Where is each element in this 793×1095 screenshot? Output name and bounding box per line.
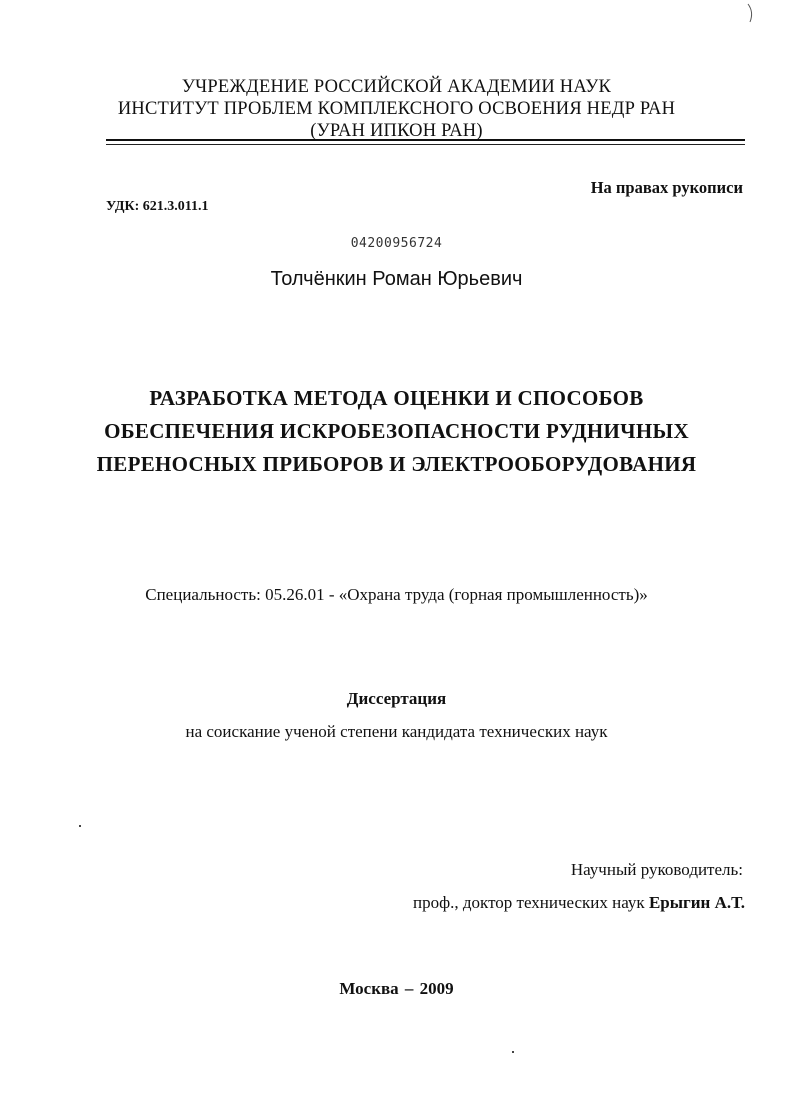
author-name: Толчёнкин Роман Юрьевич — [270, 268, 523, 290]
udk-code: УДК: 621.3.011.1 — [106, 199, 209, 214]
year: 2009 — [419, 979, 454, 998]
title-line-3: ПЕРЕНОСНЫХ ПРИБОРОВ И ЭЛЕКТРООБОРУДОВАНИЯ — [96, 452, 697, 476]
specialty: Специальность: 05.26.01 - «Охрана труда (горная промышленность)» — [145, 585, 648, 604]
supervisor-name: Ерыгин А.Т. — [648, 893, 745, 912]
scan-dust-speck — [512, 1051, 514, 1053]
city-year-separator: – — [400, 979, 418, 998]
city-year — [0, 979, 793, 999]
dissertation-title — [0, 382, 793, 481]
title-line-1: РАЗРАБОТКА МЕТОДА ОЦЕНКИ И СПОСОБОВ — [149, 386, 644, 410]
header-rule-thin — [106, 144, 745, 145]
supervisor — [413, 893, 745, 913]
manuscript-rights-note: На правах рукописи — [590, 178, 743, 197]
institution-line-3: (УРАН ИПКОН РАН) — [310, 121, 483, 141]
degree-statement: на соискание ученой степени кандидата технических наук — [185, 722, 608, 741]
scan-dust-speck — [79, 825, 81, 827]
document-number: 04200956724 — [350, 236, 443, 251]
header-rule-thick — [106, 139, 745, 141]
scan-mark-corner — [744, 2, 758, 24]
supervisor-title: проф., доктор технических наук — [413, 893, 649, 912]
institution-line-1: УЧРЕЖДЕНИЕ РОССИЙСКОЙ АКАДЕМИИ НАУК — [181, 77, 612, 97]
institution-header — [0, 76, 793, 142]
supervisor-label: Научный руководитель: — [570, 860, 743, 879]
document-type: Диссертация — [346, 689, 447, 708]
title-line-2: ОБЕСПЕЧЕНИЯ ИСКРОБЕЗОПАСНОСТИ РУДНИЧНЫХ — [104, 419, 689, 443]
institution-line-2: ИНСТИТУТ ПРОБЛЕМ КОМПЛЕКСНОГО ОСВОЕНИЯ НЕДР РАН — [117, 99, 676, 119]
city: Москва — [339, 979, 399, 998]
